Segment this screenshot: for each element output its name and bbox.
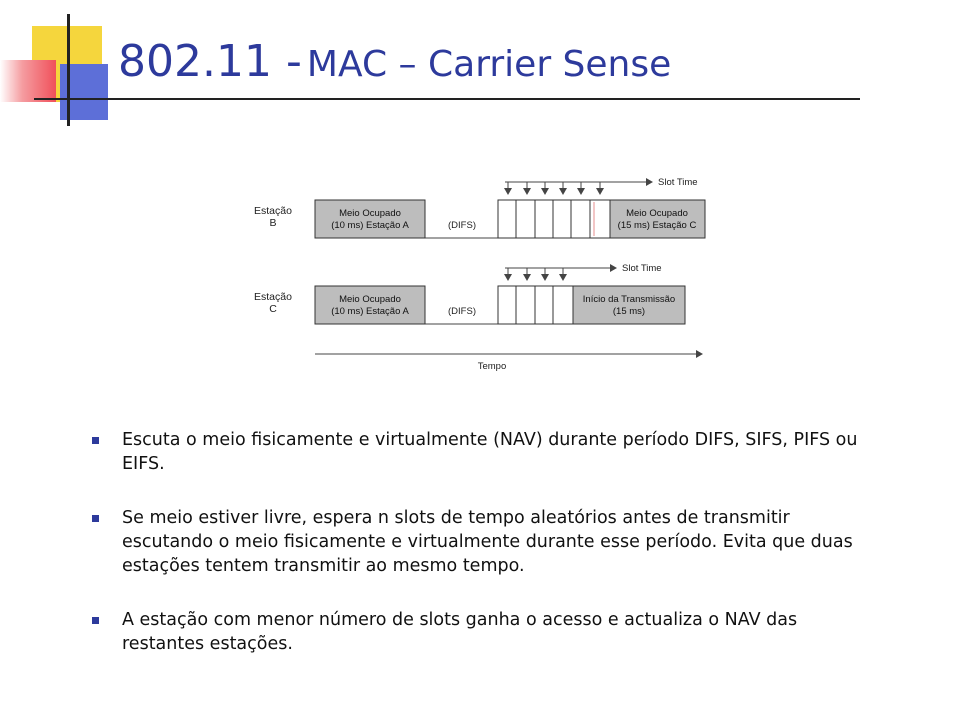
bullet-text: Se meio estiver livre, espera n slots de tempo aleatórios antes de transmitir escutando o meio fisicamente e virtualmente durante esse período. Evita que duas estações tentem transmitir ao mesmo tempo. — [122, 508, 853, 576]
transmit-c-line1: Início da Transmissão — [582, 294, 676, 305]
slot-box-b-4 — [553, 200, 571, 238]
transmit-c-line2: (15 ms) — [612, 306, 646, 317]
station-b-letter: B — [269, 217, 277, 229]
carrier-sense-timing-diagram — [240, 168, 720, 378]
slot-arrows-c — [508, 268, 563, 280]
slot-box-b-6 — [590, 200, 610, 238]
busy-b-a-line2: (10 ms) Estação A — [331, 220, 409, 231]
decor-vertical-line — [67, 14, 70, 126]
slide-title — [118, 36, 671, 87]
time-axis-label: Tempo — [477, 361, 507, 372]
transmit-block-c — [573, 286, 685, 324]
slot-box-c-1 — [498, 286, 516, 324]
slot-box-b-5 — [571, 200, 590, 238]
decor-red-square — [0, 60, 56, 102]
slot-time-label-b: Slot Time — [658, 177, 698, 188]
station-c-letter: C — [269, 303, 277, 315]
decor-horizontal-line — [34, 98, 860, 100]
slot-box-b-3 — [535, 200, 553, 238]
title-number: 802.11 - — [118, 36, 302, 87]
title-text: MAC – Carrier Sense — [306, 44, 672, 85]
slot-time-label-c: Slot Time — [622, 263, 662, 274]
busy-block-c-a — [315, 286, 425, 324]
bullet-text: A estação com menor número de slots ganha o acesso e actualiza o NAV das restantes estações. — [122, 610, 798, 654]
busy-b-a-line1: Meio Ocupado — [339, 208, 401, 219]
difs-label-b: (DIFS) — [448, 220, 476, 231]
busy-block-b-c — [610, 200, 705, 238]
bullet-text: Escuta o meio fisicamente e virtualmente (NAV) durante período DIFS, SIFS, PIFS ou EIFS. — [122, 430, 858, 474]
bullet-item — [92, 506, 872, 578]
station-c-label: Estação — [254, 291, 292, 303]
slot-box-c-3 — [535, 286, 553, 324]
slot-box-c-2 — [516, 286, 535, 324]
slot-boxes-b — [498, 200, 610, 238]
bullet-list — [92, 428, 872, 686]
bullet-item — [92, 428, 872, 476]
station-b-label: Estação — [254, 205, 292, 217]
slot-box-c-4 — [553, 286, 573, 324]
slot-arrows-b — [508, 182, 600, 194]
busy-c-a-line1: Meio Ocupado — [339, 294, 401, 305]
busy-b-c-line1: Meio Ocupado — [626, 208, 688, 219]
bullet-square-icon — [92, 617, 99, 624]
bullet-item — [92, 608, 872, 656]
busy-c-a-line2: (10 ms) Estação A — [331, 306, 409, 317]
busy-b-c-line2: (15 ms) Estação C — [617, 220, 697, 231]
busy-block-b-a — [315, 200, 425, 238]
slot-box-b-2 — [516, 200, 535, 238]
difs-label-c: (DIFS) — [448, 306, 476, 317]
slot-box-b-1 — [498, 200, 516, 238]
slot-boxes-c — [498, 286, 573, 324]
bullet-square-icon — [92, 437, 99, 444]
bullet-square-icon — [92, 515, 99, 522]
